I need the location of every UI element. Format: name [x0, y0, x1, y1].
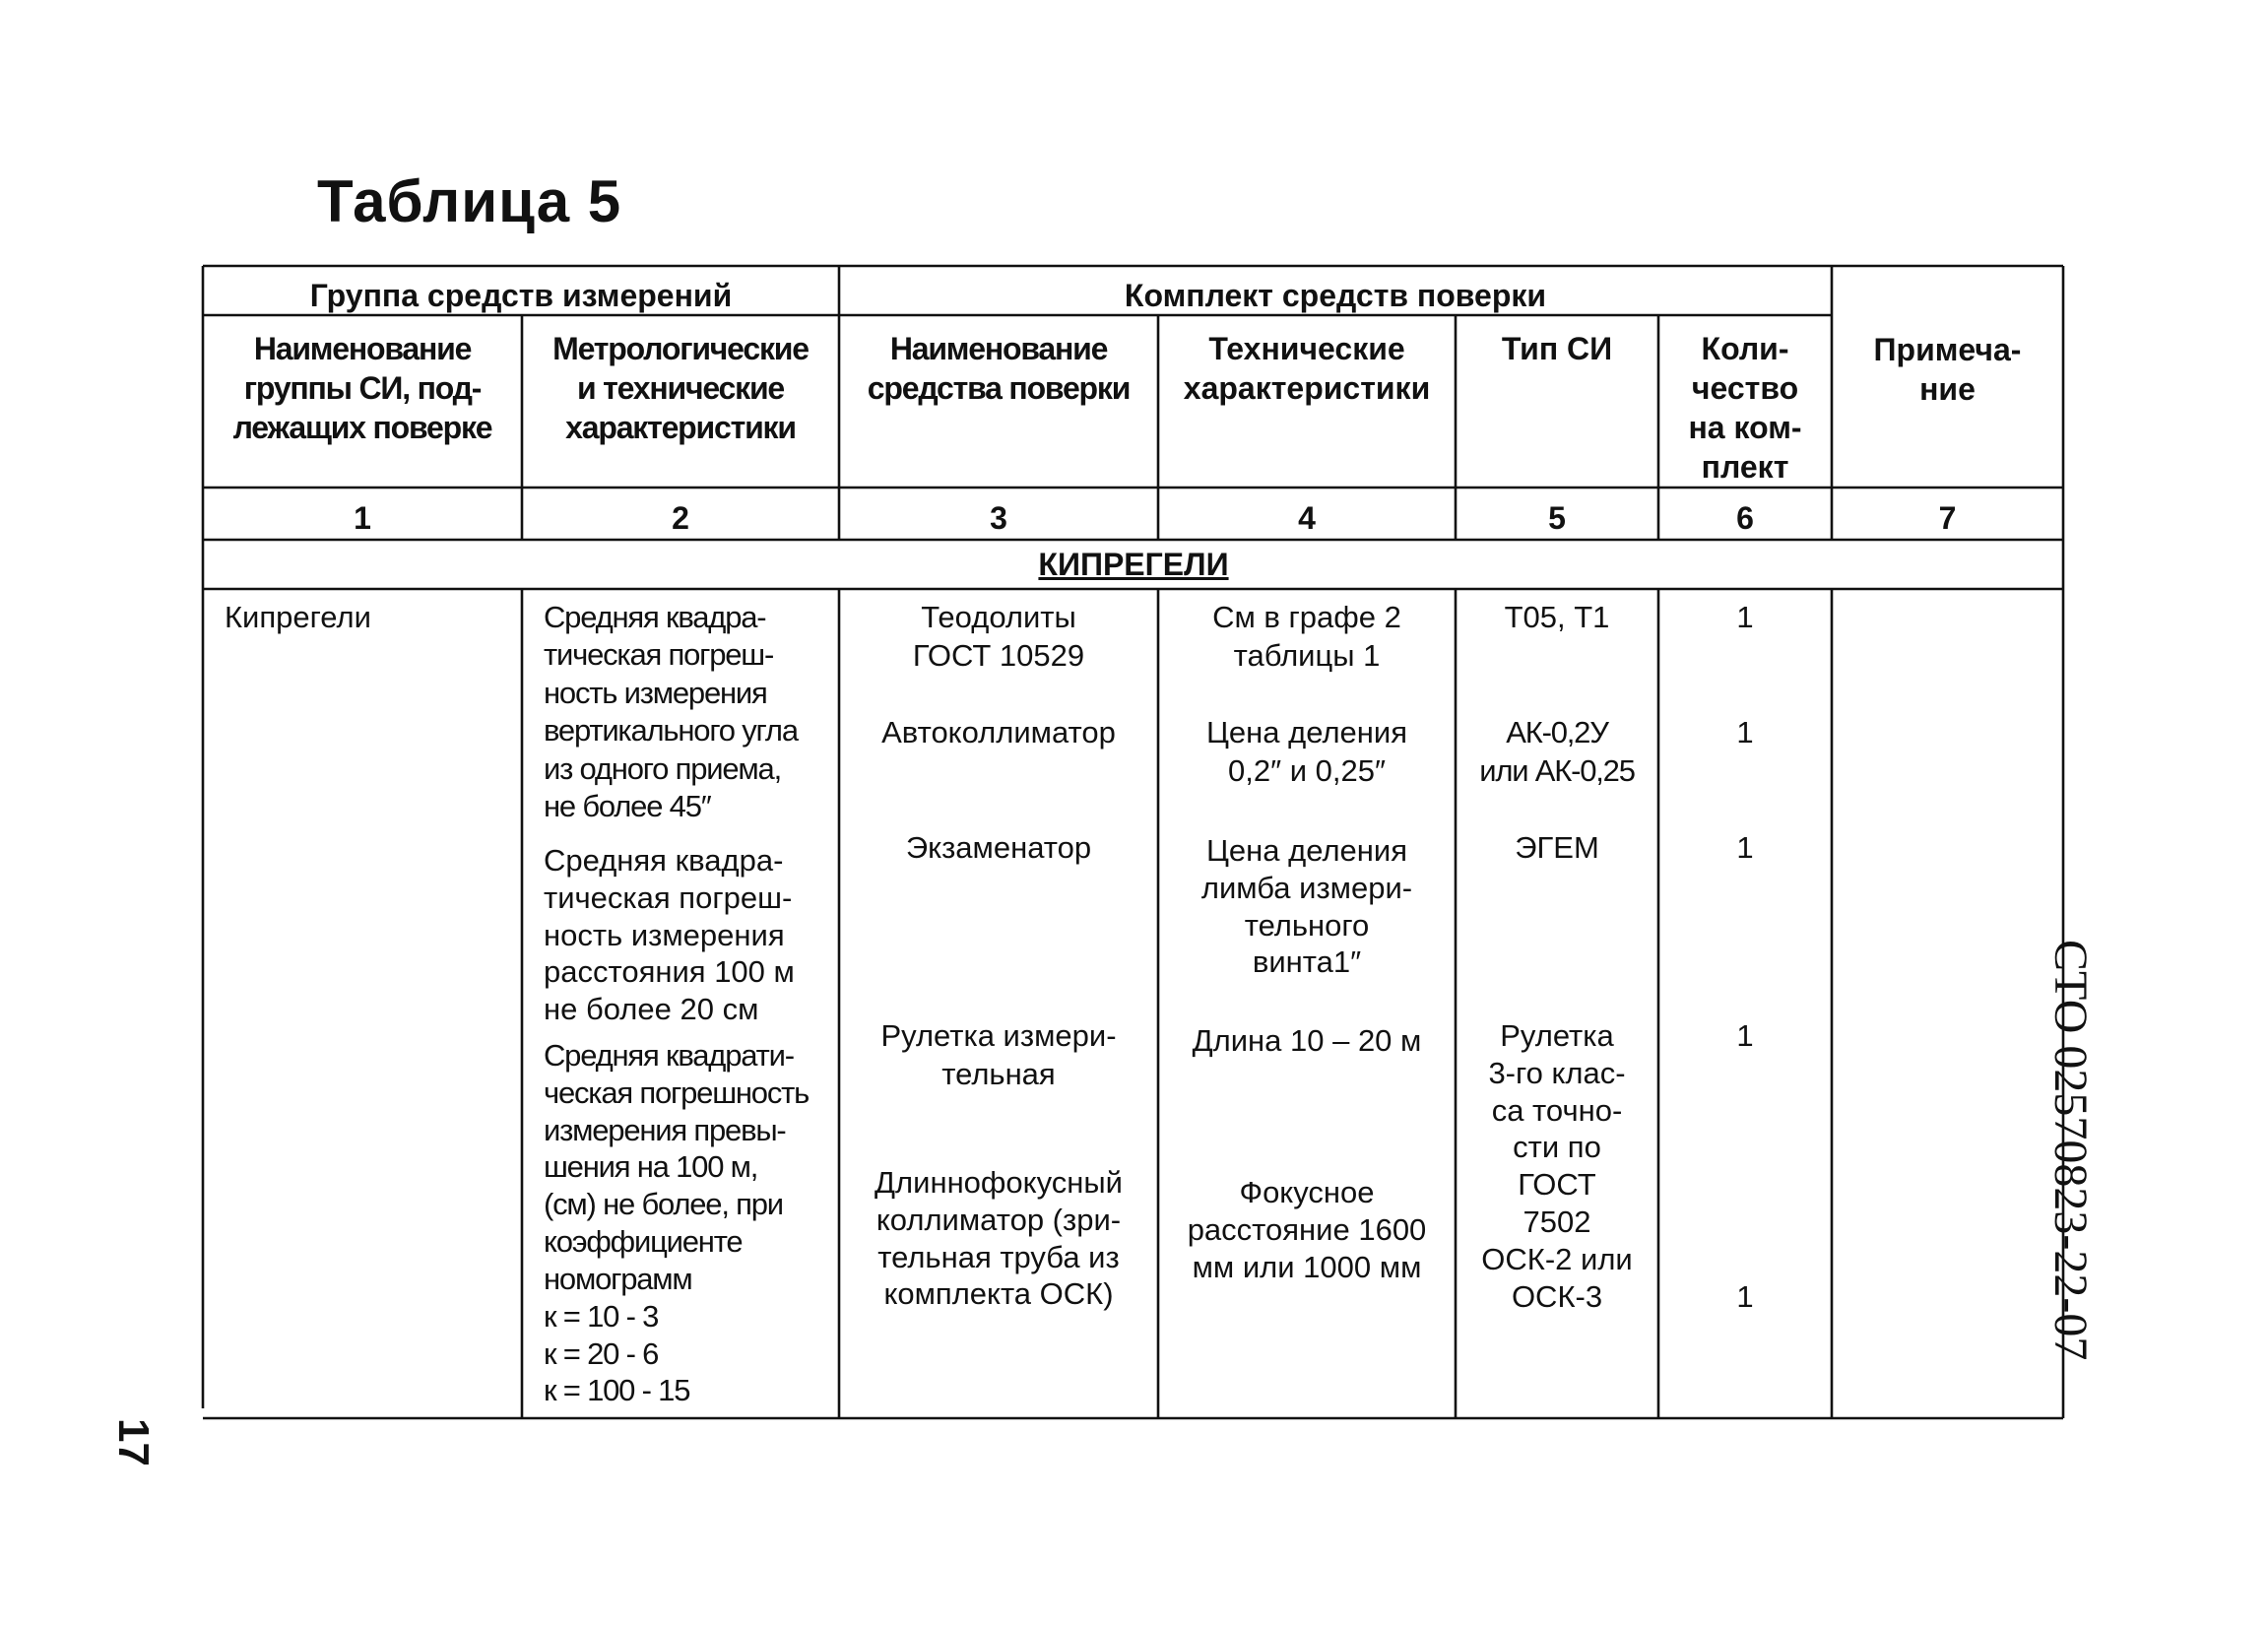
- item-type: АК-0,2У или АК-0,25: [1479, 715, 1635, 788]
- item-type: Т05, Т1: [1504, 600, 1610, 634]
- item-qty: 1: [1736, 1279, 1754, 1314]
- header-note: Примеча- ние: [1873, 332, 2022, 407]
- column-number-4: 4: [1298, 500, 1316, 536]
- item-name: Длиннофокусный коллиматор (зри- тельная труба из комплекта ОСК): [875, 1165, 1123, 1312]
- group-name: Кипрегели: [225, 600, 371, 634]
- item-spec: Цена деления 0,2″ и 0,25″: [1206, 715, 1407, 788]
- header-col4: Технические характеристики: [1183, 331, 1431, 406]
- page-number: 17: [109, 1418, 158, 1466]
- column-number-6: 6: [1736, 500, 1754, 536]
- header-col6: Коли- чество на ком- плект: [1688, 331, 1802, 485]
- item-qty: 1: [1736, 830, 1754, 865]
- column-number-2: 2: [672, 500, 689, 536]
- section-title: КИПРЕГЕЛИ: [1038, 547, 1229, 582]
- item-name: Экзаменатор: [905, 830, 1092, 865]
- item-name: Автоколлиматор: [881, 715, 1116, 749]
- item-type: ОСК-2 или ОСК-3: [1481, 1242, 1633, 1314]
- item-qty: 1: [1736, 600, 1754, 634]
- item-name: Теодолиты ГОСТ 10529: [912, 600, 1085, 673]
- column-number-7: 7: [1938, 500, 1957, 536]
- column-number-3: 3: [990, 500, 1007, 536]
- characteristic-2: Средняя квадра- тическая погреш- ность измерения расстояния 100 м не более 20 см: [544, 843, 795, 1027]
- header-col3: Наименование средства поверки: [867, 331, 1131, 406]
- header-col5: Тип СИ: [1501, 331, 1613, 366]
- item-qty: 1: [1736, 1018, 1754, 1053]
- header-col2: Метрологические и технические характеристики: [552, 331, 809, 445]
- item-qty: 1: [1736, 715, 1754, 749]
- item-name: Рулетка измери- тельная: [880, 1018, 1117, 1091]
- document-code: СТО 02570823-22-07: [2044, 940, 2097, 1361]
- column-number-1: 1: [354, 500, 371, 536]
- header-col1: Наименование группы СИ, под- лежащих поверке: [232, 331, 492, 445]
- item-spec: Фокусное расстояние 1600 мм или 1000 мм: [1187, 1175, 1427, 1284]
- item-type: ЭГЕМ: [1515, 830, 1599, 865]
- characteristic-3: Средняя квадрати- ческая погрешность измерения превы- шения на 100 м, (см) не более, при коэффициенте номограмм к = 10 - 3 к = 20 - 6 к = 100 - 15: [544, 1038, 810, 1408]
- item-spec: Цена деления лимба измери- тельного винта1″: [1200, 833, 1413, 980]
- item-spec: Длина 10 – 20 м: [1192, 1023, 1422, 1058]
- item-spec: См в графе 2 таблицы 1: [1212, 600, 1401, 673]
- table-title: Таблица 5: [317, 168, 622, 234]
- header-group: Группа средств измерений: [309, 278, 733, 313]
- item-type: Рулетка 3-го клас- са точно- сти по ГОСТ 7502: [1488, 1018, 1626, 1240]
- column-number-5: 5: [1548, 500, 1566, 536]
- characteristic-1: Средняя квадра- тическая погреш- ность измерения вертикального угла из одного приема, не более 45″: [544, 600, 798, 824]
- header-kit: Комплект средств поверки: [1124, 278, 1547, 313]
